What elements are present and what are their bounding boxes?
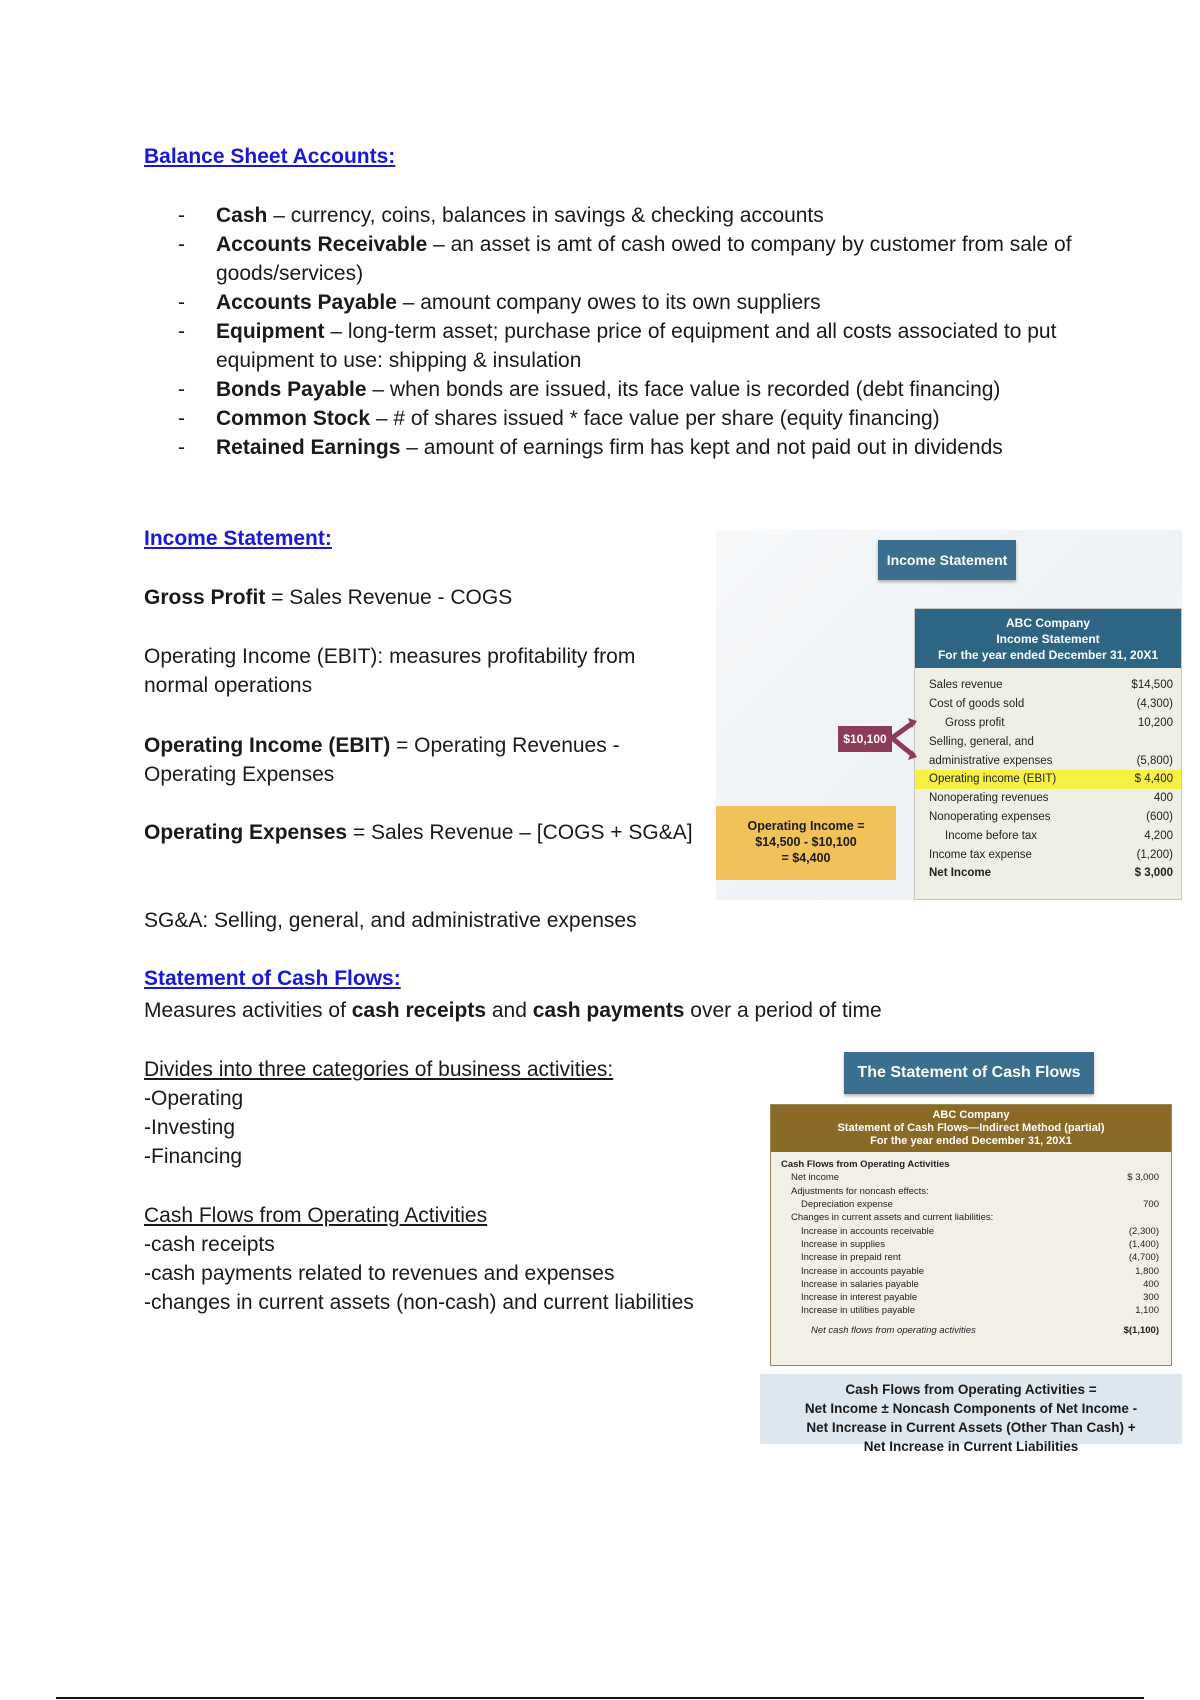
row-label: Nonoperating revenues (929, 792, 1049, 805)
table-row (929, 826, 1173, 845)
row-label: Gross profit (945, 716, 1005, 729)
category-item: -Financing (144, 1145, 243, 1168)
expense-badge: $10,100 (838, 726, 892, 752)
table-row (781, 1171, 1159, 1184)
row-label: Net income (791, 1172, 840, 1184)
row-label: Operating income (EBIT) (929, 773, 1057, 786)
list-item: - Bonds Payable – when bonds are issued, its face value is recorded (debt financing) (178, 378, 1001, 401)
definition: – currency, coins, balances in savings & checking accounts (267, 204, 824, 227)
row-label: Income before tax (945, 829, 1038, 842)
row-value: 400 (1143, 1278, 1159, 1290)
figure-tab: The Statement of Cash Flows (844, 1052, 1094, 1094)
row-label: Adjustments for noncash effects: (791, 1185, 929, 1197)
table-row (929, 845, 1173, 864)
row-label: Changes in current assets and current liabilities: (791, 1212, 994, 1224)
categories-heading: Divides into three categories of business activities: (144, 1058, 614, 1081)
term: Common Stock (216, 407, 371, 430)
statement-title: Income Statement (996, 632, 1100, 646)
row-value: 4,200 (1144, 829, 1173, 842)
term: Operating Expenses (144, 821, 348, 844)
income-statement-figure (716, 530, 1182, 900)
cash-flows-heading: Statement of Cash Flows: (144, 967, 401, 990)
operating-item: -cash receipts (144, 1233, 275, 1256)
text: Measures activities of (144, 999, 352, 1022)
callout-line: = $4,400 (781, 851, 831, 865)
row-label: Increase in accounts payable (801, 1265, 925, 1277)
operating-activities-heading: Cash Flows from Operating Activities (144, 1204, 488, 1227)
row-label: Increase in accounts receivable (801, 1225, 935, 1237)
table-row (781, 1264, 1159, 1277)
definition: – long-term asset; purchase price of equipment and all costs associated to put equipment to use: shipping & insulation (216, 320, 1057, 372)
table-row (929, 789, 1173, 808)
operating-item: -changes in current assets (non-cash) and current liabilities (144, 1291, 694, 1314)
table-row (929, 808, 1173, 827)
table-row (781, 1238, 1159, 1251)
term: Gross Profit (144, 586, 266, 609)
row-label: Sales revenue (929, 679, 1003, 692)
operating-formula-callout (760, 1374, 1182, 1454)
cash-flows-measures (144, 996, 882, 1025)
statement-title: Statement of Cash Flows—Indirect Method (partial) (837, 1122, 1105, 1134)
operating-income-callout (716, 806, 896, 880)
callout-line: Operating Income = (747, 819, 865, 833)
row-value: (4,300) (1136, 698, 1173, 711)
table-row (781, 1224, 1159, 1237)
row-label: Net cash flows from operating activities (811, 1324, 976, 1336)
row-label: Income tax expense (929, 848, 1032, 861)
definition: – when bonds are issued, its face value is recorded (debt financing) (366, 378, 1001, 401)
definition: = Operating Revenues - Operating Expenses (144, 734, 620, 786)
sga-note: SG&A: Selling, general, and administrative expenses (144, 909, 637, 932)
definition: – # of shares issued * face value per share (equity financing) (370, 407, 940, 430)
list-item: - Cash – currency, coins, balances in savings & checking accounts (178, 204, 824, 227)
row-label: Increase in interest payable (801, 1292, 918, 1304)
definition: – an asset is amt of cash owed to company by customer from sale of goods/services) (216, 233, 1072, 285)
row-value: 10,200 (1137, 716, 1173, 729)
income-statement-table (914, 608, 1182, 900)
row-value: (2,300) (1128, 1225, 1159, 1237)
operating-expenses-formula (144, 818, 704, 847)
table-row (929, 714, 1173, 733)
row-label: Increase in supplies (801, 1238, 885, 1250)
table-body (771, 1152, 1171, 1337)
bracket-arrow-icon (892, 716, 918, 764)
operating-item: -cash payments related to revenues and expenses (144, 1262, 615, 1285)
row-value: 1,800 (1135, 1265, 1159, 1277)
term: Bonds Payable (216, 378, 367, 401)
row-label: Nonoperating expenses (929, 810, 1051, 823)
table-row (781, 1185, 1159, 1198)
row-value: 1,100 (1135, 1305, 1159, 1317)
row-label: Increase in salaries payable (801, 1278, 919, 1290)
term: Cash (216, 204, 268, 227)
list-item: - Common Stock – # of shares issued * face value per share (equity financing) (178, 407, 940, 430)
row-label: Cost of goods sold (929, 698, 1025, 711)
list-item: - Retained Earnings – amount of earnings firm has kept and not paid out in dividends (178, 436, 1003, 459)
row-value: 400 (1153, 792, 1173, 805)
cash-flows-figure (760, 1052, 1182, 1454)
balance-sheet-list (178, 201, 1078, 462)
term: Operating Income (EBIT) (144, 734, 391, 757)
table-row (929, 676, 1173, 695)
category-item: -Operating (144, 1087, 244, 1110)
term: Accounts Payable (216, 291, 397, 314)
row-value: (600) (1146, 810, 1173, 823)
row-label: Selling, general, and (929, 735, 1034, 748)
row-label: Cash Flows from Operating Activities (781, 1159, 950, 1171)
text: and (486, 999, 533, 1022)
row-value: (5,800) (1136, 754, 1173, 767)
term: cash payments (532, 999, 685, 1022)
row-label: Increase in utilities payable (801, 1305, 916, 1317)
row-value: $(1,100) (1123, 1324, 1159, 1336)
row-value: $ 3,000 (1127, 1172, 1159, 1184)
row-value: (1,400) (1128, 1238, 1159, 1250)
company-name: ABC Company (932, 1109, 1010, 1121)
figure-tab: Income Statement (878, 540, 1016, 580)
table-row (781, 1198, 1159, 1211)
table-row (781, 1158, 1159, 1171)
definition: = Sales Revenue – [COGS + SG&A] (347, 821, 693, 844)
income-statement-heading: Income Statement: (144, 527, 332, 550)
term: Equipment (216, 320, 325, 343)
table-row-total (781, 1324, 1159, 1337)
page-divider (56, 1697, 1144, 1699)
row-value: 700 (1143, 1199, 1159, 1211)
definition: – amount company owes to its own suppliers (396, 291, 821, 314)
company-name: ABC Company (1005, 616, 1090, 630)
formula-line: Net Increase in Current Assets (Other Than Cash) + (806, 1420, 1136, 1435)
cash-flows-table (770, 1104, 1172, 1366)
row-value: $14,500 (1131, 679, 1173, 692)
formula-line: Cash Flows from Operating Activities = (845, 1382, 1097, 1397)
term: Accounts Receivable (216, 233, 428, 256)
table-body (915, 668, 1181, 883)
text: over a period of time (684, 999, 882, 1022)
statement-period: For the year ended December 31, 20X1 (937, 648, 1159, 662)
table-row (929, 864, 1173, 883)
row-label: Depreciation expense (801, 1199, 893, 1211)
table-header (915, 609, 1181, 668)
callout-line: $14,500 - $10,100 (755, 835, 857, 849)
formula-line: Net Income ± Noncash Components of Net Income - (804, 1401, 1138, 1416)
table-row (929, 751, 1173, 770)
row-label: Net Income (929, 867, 991, 880)
operating-income-formula (144, 731, 704, 789)
row-value: (4,700) (1128, 1252, 1159, 1264)
table-row (781, 1211, 1159, 1224)
list-item: - Accounts Receivable – an asset is amt of cash owed to company by customer from sale of goods/services) (178, 233, 1072, 285)
table-row (929, 695, 1173, 714)
definition: = Sales Revenue - COGS (265, 586, 513, 609)
table-row (781, 1291, 1159, 1304)
term: cash receipts (351, 999, 486, 1022)
statement-period: For the year ended December 31, 20X1 (870, 1135, 1072, 1147)
gross-profit-formula (144, 583, 512, 612)
row-value: $ 3,000 (1134, 867, 1173, 880)
list-item: - Equipment – long-term asset; purchase price of equipment and all costs associated to put equipment to use: shipping & insulation (178, 320, 1057, 372)
list-item: - Accounts Payable – amount company owes to its own suppliers (178, 291, 821, 314)
term: Retained Earnings (216, 436, 401, 459)
row-value: 300 (1143, 1292, 1159, 1304)
row-value: $ 4,400 (1134, 773, 1173, 786)
table-row (929, 732, 1173, 751)
table-header (771, 1105, 1171, 1152)
operating-income-note: Operating Income (EBIT): measures profitability from normal operations (144, 645, 636, 697)
table-row-highlight (915, 770, 1181, 789)
table-row (781, 1251, 1159, 1264)
formula-line: Net Increase in Current Liabilities (863, 1439, 1079, 1454)
category-item: -Investing (144, 1116, 236, 1139)
row-label: administrative expenses (929, 754, 1053, 767)
table-row (781, 1304, 1159, 1317)
balance-sheet-heading: Balance Sheet Accounts: (144, 145, 396, 168)
row-label: Increase in prepaid rent (801, 1252, 901, 1264)
definition: – amount of earnings firm has kept and not paid out in dividends (400, 436, 1003, 459)
table-row (781, 1278, 1159, 1291)
row-value: (1,200) (1136, 848, 1173, 861)
